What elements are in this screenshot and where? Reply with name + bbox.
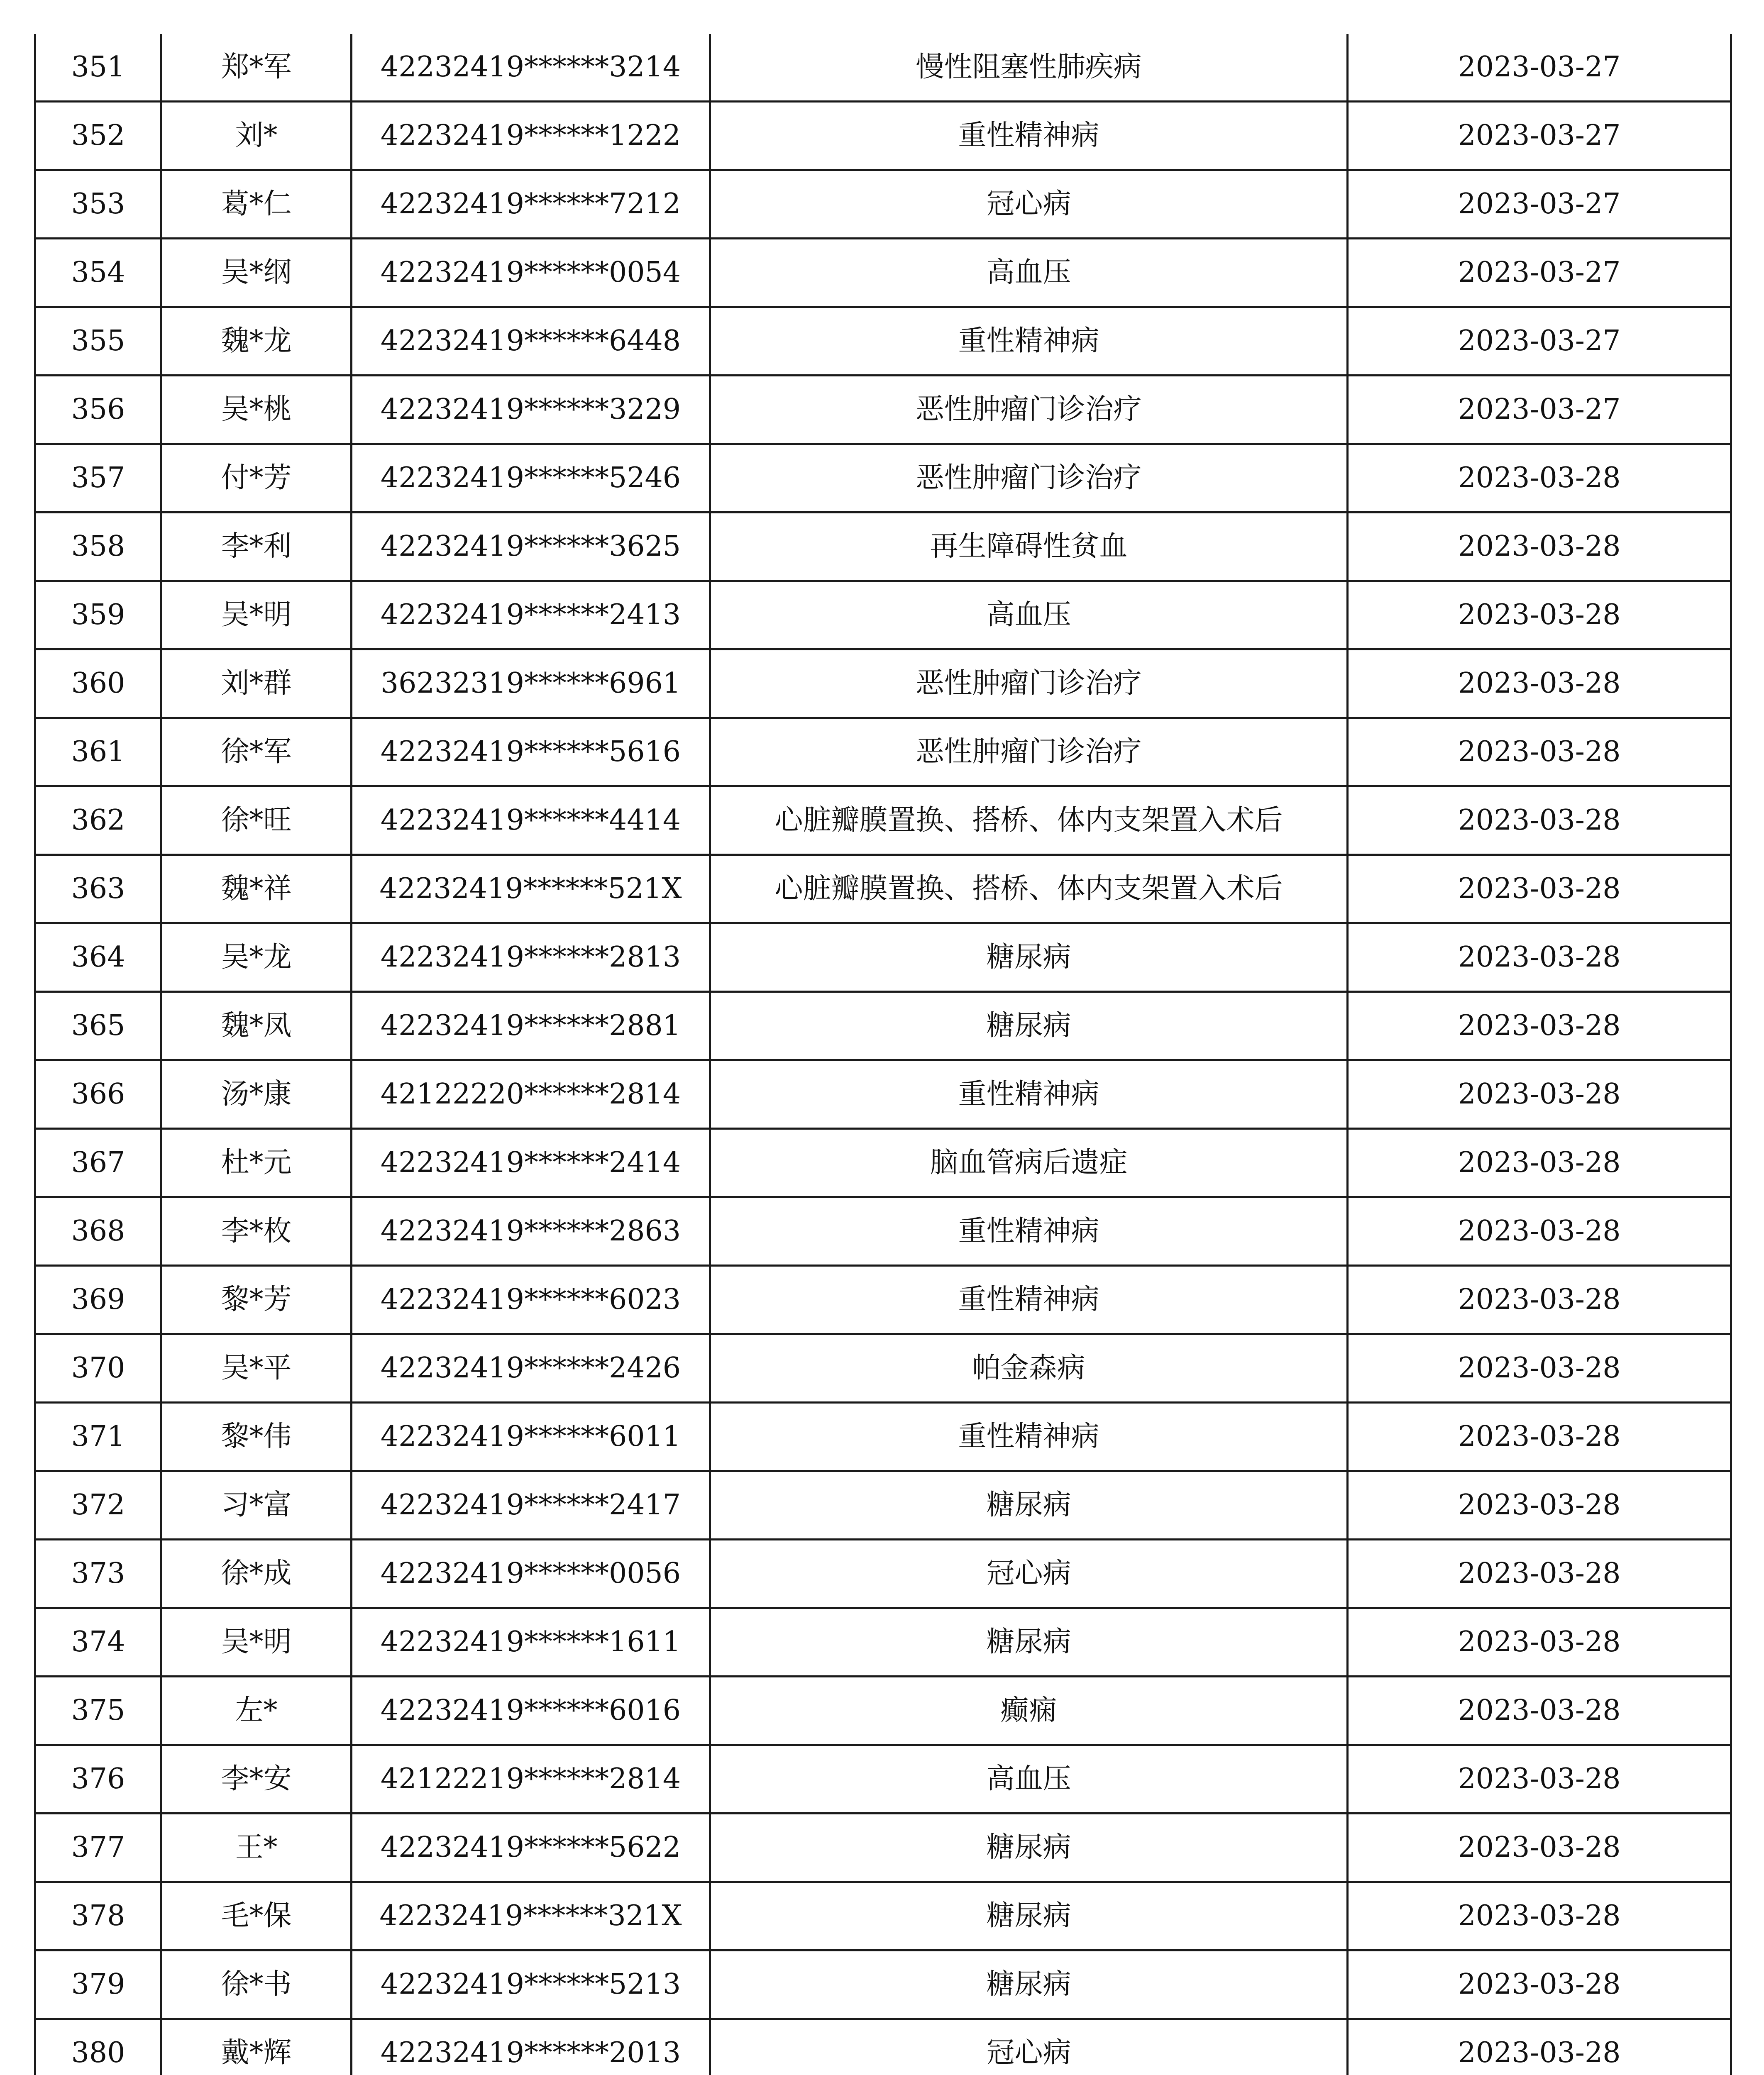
table-row (35, 376, 1731, 444)
date-cell: 2023-03-27 (1348, 170, 1731, 239)
row-number-cell: 365 (35, 992, 161, 1060)
table-row (35, 307, 1731, 376)
patient-name-cell: 徐*书 (161, 1950, 352, 2019)
table-row (35, 1197, 1731, 1266)
disease-cell: 冠心病 (710, 1540, 1348, 1608)
id-number-cell: 42232419******4414 (352, 786, 710, 855)
id-number-cell: 42232419******6016 (352, 1677, 710, 1745)
table-row (35, 170, 1731, 239)
patient-name-cell: 刘* (161, 102, 352, 170)
row-number-cell: 357 (35, 444, 161, 513)
date-cell: 2023-03-28 (1348, 2019, 1731, 2075)
table-row (35, 1403, 1731, 1471)
row-number-cell: 360 (35, 649, 161, 718)
disease-cell: 冠心病 (710, 170, 1348, 239)
id-number-cell: 42232419******521X (352, 855, 710, 923)
date-cell: 2023-03-28 (1348, 1745, 1731, 1814)
row-number-cell: 359 (35, 581, 161, 649)
table-row (35, 1950, 1731, 2019)
id-number-cell: 42232419******321X (352, 1882, 710, 1950)
date-cell: 2023-03-28 (1348, 581, 1731, 649)
disease-cell: 糖尿病 (710, 1882, 1348, 1950)
table-row (35, 1129, 1731, 1197)
id-number-cell: 42232419******1222 (352, 102, 710, 170)
table-row (35, 1471, 1731, 1540)
date-cell: 2023-03-28 (1348, 1540, 1731, 1608)
date-cell: 2023-03-28 (1348, 923, 1731, 992)
id-number-cell: 42232419******2881 (352, 992, 710, 1060)
table-row (35, 1677, 1731, 1745)
table-row (35, 239, 1731, 307)
table-row (35, 1060, 1731, 1129)
patient-name-cell: 汤*康 (161, 1060, 352, 1129)
date-cell: 2023-03-27 (1348, 376, 1731, 444)
date-cell: 2023-03-28 (1348, 1334, 1731, 1403)
patient-name-cell: 吴*桃 (161, 376, 352, 444)
records-table (34, 34, 1732, 2075)
patient-name-cell: 郑*军 (161, 34, 352, 102)
patient-name-cell: 毛*保 (161, 1882, 352, 1950)
id-number-cell: 42232419******0056 (352, 1540, 710, 1608)
table-row (35, 1334, 1731, 1403)
disease-cell: 癫痫 (710, 1677, 1348, 1745)
row-number-cell: 353 (35, 170, 161, 239)
date-cell: 2023-03-28 (1348, 649, 1731, 718)
disease-cell: 重性精神病 (710, 1060, 1348, 1129)
disease-cell: 糖尿病 (710, 992, 1348, 1060)
id-number-cell: 42122220******2814 (352, 1060, 710, 1129)
table-row (35, 1540, 1731, 1608)
id-number-cell: 42232419******6023 (352, 1266, 710, 1334)
id-number-cell: 36232319******6961 (352, 649, 710, 718)
row-number-cell: 376 (35, 1745, 161, 1814)
row-number-cell: 373 (35, 1540, 161, 1608)
disease-cell: 心脏瓣膜置换、搭桥、体内支架置入术后 (710, 855, 1348, 923)
row-number-cell: 370 (35, 1334, 161, 1403)
table-row (35, 513, 1731, 581)
disease-cell: 重性精神病 (710, 1197, 1348, 1266)
patient-name-cell: 魏*凤 (161, 992, 352, 1060)
id-number-cell: 42232419******6448 (352, 307, 710, 376)
patient-name-cell: 习*富 (161, 1471, 352, 1540)
date-cell: 2023-03-27 (1348, 102, 1731, 170)
date-cell: 2023-03-28 (1348, 1950, 1731, 2019)
date-cell: 2023-03-28 (1348, 718, 1731, 786)
table-row (35, 923, 1731, 992)
id-number-cell: 42232419******6011 (352, 1403, 710, 1471)
id-number-cell: 42232419******5246 (352, 444, 710, 513)
patient-name-cell: 吴*龙 (161, 923, 352, 992)
date-cell: 2023-03-28 (1348, 444, 1731, 513)
id-number-cell: 42232419******1611 (352, 1608, 710, 1677)
disease-cell: 再生障碍性贫血 (710, 513, 1348, 581)
disease-cell: 恶性肿瘤门诊治疗 (710, 444, 1348, 513)
patient-name-cell: 魏*祥 (161, 855, 352, 923)
records-body (35, 34, 1731, 2075)
row-number-cell: 355 (35, 307, 161, 376)
row-number-cell: 351 (35, 34, 161, 102)
id-number-cell: 42232419******3229 (352, 376, 710, 444)
row-number-cell: 362 (35, 786, 161, 855)
date-cell: 2023-03-28 (1348, 1060, 1731, 1129)
row-number-cell: 363 (35, 855, 161, 923)
id-number-cell: 42232419******5616 (352, 718, 710, 786)
date-cell: 2023-03-27 (1348, 239, 1731, 307)
row-number-cell: 375 (35, 1677, 161, 1745)
patient-name-cell: 王* (161, 1814, 352, 1882)
table-row (35, 1882, 1731, 1950)
row-number-cell: 364 (35, 923, 161, 992)
id-number-cell: 42232419******3625 (352, 513, 710, 581)
patient-name-cell: 左* (161, 1677, 352, 1745)
row-number-cell: 371 (35, 1403, 161, 1471)
disease-cell: 高血压 (710, 581, 1348, 649)
table-row (35, 855, 1731, 923)
disease-cell: 脑血管病后遗症 (710, 1129, 1348, 1197)
row-number-cell: 380 (35, 2019, 161, 2075)
id-number-cell: 42232419******2813 (352, 923, 710, 992)
id-number-cell: 42232419******3214 (352, 34, 710, 102)
id-number-cell: 42232419******2863 (352, 1197, 710, 1266)
date-cell: 2023-03-28 (1348, 1814, 1731, 1882)
row-number-cell: 358 (35, 513, 161, 581)
table-row (35, 718, 1731, 786)
id-number-cell: 42232419******5213 (352, 1950, 710, 2019)
row-number-cell: 374 (35, 1608, 161, 1677)
patient-name-cell: 杜*元 (161, 1129, 352, 1197)
disease-cell: 重性精神病 (710, 307, 1348, 376)
date-cell: 2023-03-28 (1348, 992, 1731, 1060)
patient-name-cell: 魏*龙 (161, 307, 352, 376)
table-row (35, 786, 1731, 855)
disease-cell: 帕金森病 (710, 1334, 1348, 1403)
date-cell: 2023-03-28 (1348, 1882, 1731, 1950)
disease-cell: 重性精神病 (710, 1403, 1348, 1471)
patient-name-cell: 付*芳 (161, 444, 352, 513)
table-row (35, 1266, 1731, 1334)
patient-name-cell: 李*安 (161, 1745, 352, 1814)
patient-name-cell: 葛*仁 (161, 170, 352, 239)
row-number-cell: 378 (35, 1882, 161, 1950)
table-row (35, 444, 1731, 513)
disease-cell: 恶性肿瘤门诊治疗 (710, 718, 1348, 786)
patient-name-cell: 戴*辉 (161, 2019, 352, 2075)
patient-name-cell: 吴*平 (161, 1334, 352, 1403)
disease-cell: 重性精神病 (710, 1266, 1348, 1334)
row-number-cell: 352 (35, 102, 161, 170)
disease-cell: 恶性肿瘤门诊治疗 (710, 376, 1348, 444)
disease-cell: 心脏瓣膜置换、搭桥、体内支架置入术后 (710, 786, 1348, 855)
row-number-cell: 379 (35, 1950, 161, 2019)
date-cell: 2023-03-28 (1348, 786, 1731, 855)
row-number-cell: 372 (35, 1471, 161, 1540)
disease-cell: 糖尿病 (710, 1471, 1348, 1540)
patient-name-cell: 刘*群 (161, 649, 352, 718)
date-cell: 2023-03-28 (1348, 1197, 1731, 1266)
row-number-cell: 354 (35, 239, 161, 307)
patient-name-cell: 李*枚 (161, 1197, 352, 1266)
patient-name-cell: 徐*旺 (161, 786, 352, 855)
id-number-cell: 42232419******0054 (352, 239, 710, 307)
disease-cell: 慢性阻塞性肺疾病 (710, 34, 1348, 102)
row-number-cell: 377 (35, 1814, 161, 1882)
disease-cell: 重性精神病 (710, 102, 1348, 170)
date-cell: 2023-03-28 (1348, 855, 1731, 923)
disease-cell: 恶性肿瘤门诊治疗 (710, 649, 1348, 718)
id-number-cell: 42232419******2413 (352, 581, 710, 649)
id-number-cell: 42232419******2414 (352, 1129, 710, 1197)
disease-cell: 冠心病 (710, 2019, 1348, 2075)
table-row (35, 1814, 1731, 1882)
table-row (35, 34, 1731, 102)
date-cell: 2023-03-28 (1348, 1266, 1731, 1334)
disease-cell: 高血压 (710, 239, 1348, 307)
date-cell: 2023-03-27 (1348, 307, 1731, 376)
date-cell: 2023-03-28 (1348, 1403, 1731, 1471)
disease-cell: 糖尿病 (710, 1950, 1348, 2019)
patient-name-cell: 吴*明 (161, 1608, 352, 1677)
id-number-cell: 42122219******2814 (352, 1745, 710, 1814)
table-row (35, 992, 1731, 1060)
disease-cell: 高血压 (710, 1745, 1348, 1814)
id-number-cell: 42232419******5622 (352, 1814, 710, 1882)
patient-name-cell: 吴*纲 (161, 239, 352, 307)
row-number-cell: 366 (35, 1060, 161, 1129)
patient-name-cell: 李*利 (161, 513, 352, 581)
disease-cell: 糖尿病 (710, 923, 1348, 992)
id-number-cell: 42232419******2426 (352, 1334, 710, 1403)
date-cell: 2023-03-28 (1348, 1471, 1731, 1540)
date-cell: 2023-03-28 (1348, 1129, 1731, 1197)
id-number-cell: 42232419******7212 (352, 170, 710, 239)
id-number-cell: 42232419******2417 (352, 1471, 710, 1540)
row-number-cell: 356 (35, 376, 161, 444)
date-cell: 2023-03-28 (1348, 1608, 1731, 1677)
date-cell: 2023-03-28 (1348, 1677, 1731, 1745)
patient-name-cell: 徐*成 (161, 1540, 352, 1608)
row-number-cell: 369 (35, 1266, 161, 1334)
table-row (35, 2019, 1731, 2075)
row-number-cell: 368 (35, 1197, 161, 1266)
table-row (35, 1745, 1731, 1814)
patient-name-cell: 黎*伟 (161, 1403, 352, 1471)
table-row (35, 1608, 1731, 1677)
patient-name-cell: 黎*芳 (161, 1266, 352, 1334)
table-row (35, 102, 1731, 170)
row-number-cell: 361 (35, 718, 161, 786)
id-number-cell: 42232419******2013 (352, 2019, 710, 2075)
date-cell: 2023-03-27 (1348, 34, 1731, 102)
row-number-cell: 367 (35, 1129, 161, 1197)
table-row (35, 649, 1731, 718)
date-cell: 2023-03-28 (1348, 513, 1731, 581)
patient-name-cell: 吴*明 (161, 581, 352, 649)
patient-name-cell: 徐*军 (161, 718, 352, 786)
table-row (35, 581, 1731, 649)
disease-cell: 糖尿病 (710, 1608, 1348, 1677)
disease-cell: 糖尿病 (710, 1814, 1348, 1882)
